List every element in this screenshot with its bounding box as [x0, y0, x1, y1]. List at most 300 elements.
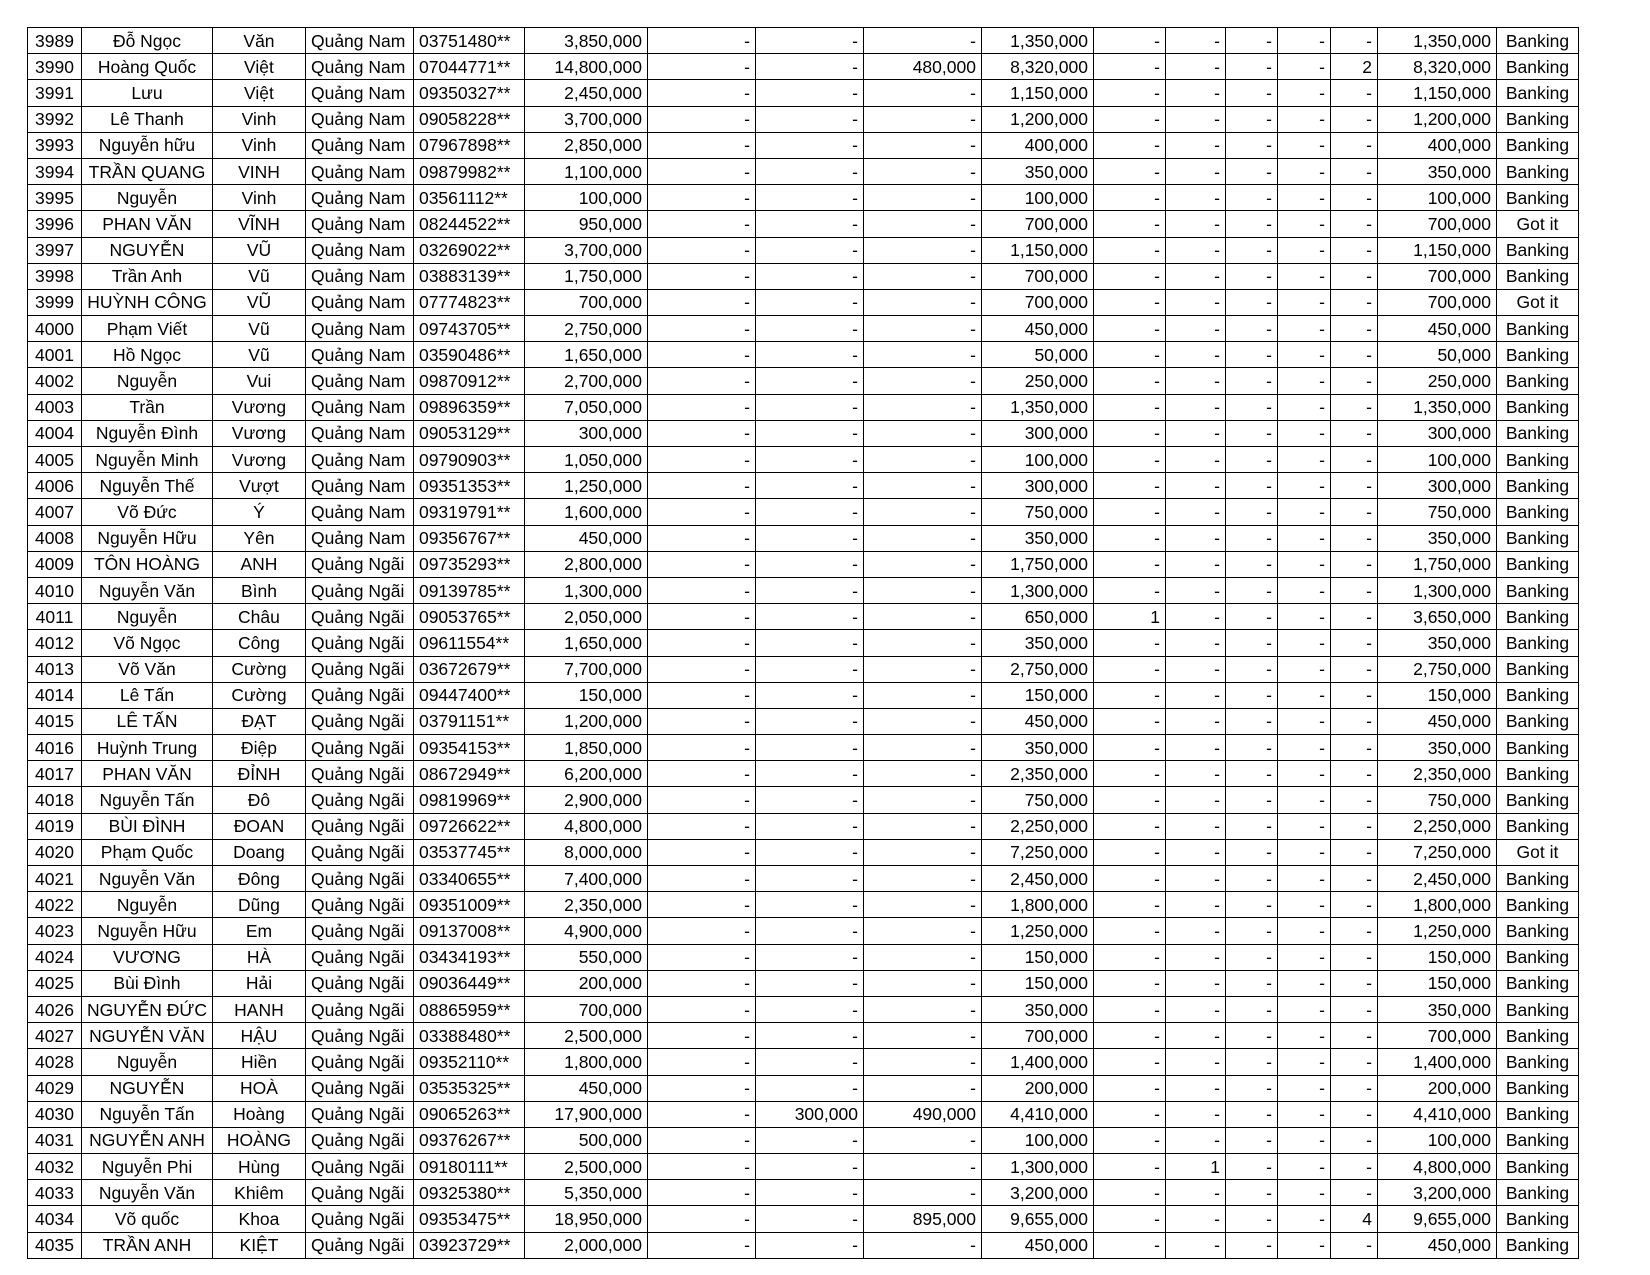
method-cell: Banking: [1496, 996, 1578, 1022]
table-row: [28, 106, 1579, 132]
amount-cell: 7,700,000: [524, 656, 647, 682]
col-c-cell: -: [863, 106, 981, 132]
col-b-cell: -: [755, 656, 863, 682]
stt-cell: 3997: [28, 237, 82, 263]
paid-cell: 100,000: [981, 1127, 1093, 1153]
flag-4-cell: -: [1277, 813, 1330, 839]
amount-cell: 1,300,000: [524, 577, 647, 603]
flag-5-cell: -: [1330, 211, 1377, 237]
col-b-cell: -: [755, 577, 863, 603]
amount-cell: 8,000,000: [524, 839, 647, 865]
flag-2-cell: -: [1165, 525, 1225, 551]
col-c-cell: -: [863, 28, 981, 54]
col-c-cell: -: [863, 708, 981, 734]
ten-cell: Vinh: [212, 185, 305, 211]
total-cell: 350,000: [1377, 158, 1496, 184]
ten-cell: Dũng: [212, 892, 305, 918]
ten-cell: Văn: [212, 28, 305, 54]
method-cell: Banking: [1496, 263, 1578, 289]
col-c-cell: -: [863, 944, 981, 970]
flag-2-cell: -: [1165, 132, 1225, 158]
col-b-cell: -: [755, 944, 863, 970]
stt-cell: 4035: [28, 1232, 82, 1258]
ten-cell: VŨ: [212, 289, 305, 315]
col-c-cell: -: [863, 1180, 981, 1206]
col-a-cell: -: [647, 185, 755, 211]
amount-cell: 500,000: [524, 1127, 647, 1153]
flag-5-cell: -: [1330, 1127, 1377, 1153]
flag-5-cell: -: [1330, 866, 1377, 892]
phone-cell: 09350327**: [413, 80, 524, 106]
ho-cell: Nguyễn hữu: [82, 132, 213, 158]
ten-cell: Doang: [212, 839, 305, 865]
method-cell: Banking: [1496, 761, 1578, 787]
phone-cell: 09447400**: [413, 682, 524, 708]
col-b-cell: -: [755, 970, 863, 996]
amount-cell: 950,000: [524, 211, 647, 237]
method-cell: Banking: [1496, 892, 1578, 918]
phone-cell: 09354153**: [413, 735, 524, 761]
flag-1-cell: -: [1093, 918, 1165, 944]
col-b-cell: -: [755, 1075, 863, 1101]
amount-cell: 2,050,000: [524, 604, 647, 630]
amount-cell: 700,000: [524, 996, 647, 1022]
flag-4-cell: -: [1277, 944, 1330, 970]
flag-5-cell: -: [1330, 525, 1377, 551]
paid-cell: 1,150,000: [981, 237, 1093, 263]
table-row: [28, 551, 1579, 577]
table-row: [28, 1049, 1579, 1075]
paid-cell: 650,000: [981, 604, 1093, 630]
flag-2-cell: -: [1165, 1075, 1225, 1101]
amount-cell: 1,650,000: [524, 342, 647, 368]
col-c-cell: -: [863, 839, 981, 865]
tinh-cell: Quảng Ngãi: [305, 630, 413, 656]
amount-cell: 1,800,000: [524, 1049, 647, 1075]
col-a-cell: -: [647, 1232, 755, 1258]
flag-4-cell: -: [1277, 473, 1330, 499]
flag-5-cell: -: [1330, 106, 1377, 132]
ten-cell: ĐOAN: [212, 813, 305, 839]
col-c-cell: -: [863, 1049, 981, 1075]
table-row: [28, 132, 1579, 158]
flag-2-cell: -: [1165, 28, 1225, 54]
col-c-cell: -: [863, 1023, 981, 1049]
ten-cell: ĐẠT: [212, 708, 305, 734]
tinh-cell: Quảng Nam: [305, 316, 413, 342]
flag-4-cell: -: [1277, 839, 1330, 865]
table-row: [28, 813, 1579, 839]
col-a-cell: -: [647, 682, 755, 708]
flag-4-cell: -: [1277, 1154, 1330, 1180]
flag-2-cell: -: [1165, 656, 1225, 682]
flag-3-cell: -: [1225, 996, 1277, 1022]
method-cell: Banking: [1496, 1023, 1578, 1049]
flag-5-cell: -: [1330, 237, 1377, 263]
table-row: [28, 918, 1579, 944]
total-cell: 700,000: [1377, 289, 1496, 315]
col-c-cell: -: [863, 447, 981, 473]
method-cell: Banking: [1496, 316, 1578, 342]
paid-cell: 150,000: [981, 682, 1093, 708]
table-row: [28, 577, 1579, 603]
amount-cell: 100,000: [524, 185, 647, 211]
stt-cell: 4019: [28, 813, 82, 839]
ho-cell: Nguyễn Hữu: [82, 525, 213, 551]
col-b-cell: -: [755, 447, 863, 473]
flag-3-cell: -: [1225, 132, 1277, 158]
flag-2-cell: -: [1165, 604, 1225, 630]
col-b-cell: -: [755, 630, 863, 656]
flag-2-cell: -: [1165, 708, 1225, 734]
method-cell: Banking: [1496, 158, 1578, 184]
phone-cell: 03923729**: [413, 1232, 524, 1258]
col-b-cell: -: [755, 682, 863, 708]
ten-cell: Hùng: [212, 1154, 305, 1180]
method-cell: Banking: [1496, 970, 1578, 996]
phone-cell: 03751480**: [413, 28, 524, 54]
col-c-cell: 490,000: [863, 1101, 981, 1127]
tinh-cell: Quảng Ngãi: [305, 551, 413, 577]
phone-cell: 03269022**: [413, 237, 524, 263]
amount-cell: 450,000: [524, 525, 647, 551]
amount-cell: 2,800,000: [524, 551, 647, 577]
flag-5-cell: -: [1330, 630, 1377, 656]
tinh-cell: Quảng Nam: [305, 132, 413, 158]
col-c-cell: -: [863, 1154, 981, 1180]
method-cell: Banking: [1496, 1075, 1578, 1101]
total-cell: 1,300,000: [1377, 577, 1496, 603]
tinh-cell: Quảng Ngãi: [305, 761, 413, 787]
flag-2-cell: -: [1165, 394, 1225, 420]
total-cell: 700,000: [1377, 211, 1496, 237]
flag-2-cell: -: [1165, 106, 1225, 132]
stt-cell: 4030: [28, 1101, 82, 1127]
paid-cell: 350,000: [981, 735, 1093, 761]
amount-cell: 3,700,000: [524, 106, 647, 132]
flag-4-cell: -: [1277, 1232, 1330, 1258]
phone-cell: 08865959**: [413, 996, 524, 1022]
col-a-cell: -: [647, 237, 755, 263]
col-b-cell: 300,000: [755, 1101, 863, 1127]
table-row: [28, 158, 1579, 184]
flag-1-cell: -: [1093, 316, 1165, 342]
flag-1-cell: -: [1093, 420, 1165, 446]
flag-1-cell: -: [1093, 656, 1165, 682]
col-a-cell: -: [647, 1127, 755, 1153]
total-cell: 4,800,000: [1377, 1154, 1496, 1180]
flag-1-cell: -: [1093, 185, 1165, 211]
flag-5-cell: -: [1330, 892, 1377, 918]
paid-cell: 450,000: [981, 316, 1093, 342]
flag-4-cell: -: [1277, 866, 1330, 892]
paid-cell: 1,300,000: [981, 577, 1093, 603]
flag-2-cell: -: [1165, 499, 1225, 525]
paid-cell: 2,450,000: [981, 866, 1093, 892]
flag-2-cell: -: [1165, 735, 1225, 761]
paid-cell: 2,250,000: [981, 813, 1093, 839]
ten-cell: Vương: [212, 447, 305, 473]
amount-cell: 150,000: [524, 682, 647, 708]
tinh-cell: Quảng Ngãi: [305, 708, 413, 734]
flag-1-cell: -: [1093, 211, 1165, 237]
phone-cell: 09353475**: [413, 1206, 524, 1232]
paid-cell: 9,655,000: [981, 1206, 1093, 1232]
table-row: [28, 1180, 1579, 1206]
flag-5-cell: -: [1330, 656, 1377, 682]
flag-3-cell: -: [1225, 1023, 1277, 1049]
paid-cell: 700,000: [981, 289, 1093, 315]
flag-3-cell: -: [1225, 577, 1277, 603]
ten-cell: Vượt: [212, 473, 305, 499]
total-cell: 450,000: [1377, 316, 1496, 342]
total-cell: 400,000: [1377, 132, 1496, 158]
flag-4-cell: -: [1277, 316, 1330, 342]
col-b-cell: -: [755, 918, 863, 944]
method-cell: Banking: [1496, 368, 1578, 394]
flag-2-cell: -: [1165, 1023, 1225, 1049]
table-row: [28, 1232, 1579, 1258]
total-cell: 100,000: [1377, 447, 1496, 473]
paid-cell: 250,000: [981, 368, 1093, 394]
amount-cell: 200,000: [524, 970, 647, 996]
flag-4-cell: -: [1277, 394, 1330, 420]
flag-3-cell: -: [1225, 813, 1277, 839]
method-cell: Banking: [1496, 80, 1578, 106]
method-cell: Banking: [1496, 918, 1578, 944]
paid-cell: 1,800,000: [981, 892, 1093, 918]
ten-cell: Em: [212, 918, 305, 944]
phone-cell: 09137008**: [413, 918, 524, 944]
ho-cell: Nguyễn Hữu: [82, 918, 213, 944]
total-cell: 1,250,000: [1377, 918, 1496, 944]
total-cell: 2,450,000: [1377, 866, 1496, 892]
tinh-cell: Quảng Nam: [305, 263, 413, 289]
flag-5-cell: -: [1330, 185, 1377, 211]
tinh-cell: Quảng Ngãi: [305, 1075, 413, 1101]
paid-cell: 1,150,000: [981, 80, 1093, 106]
total-cell: 150,000: [1377, 970, 1496, 996]
method-cell: Banking: [1496, 237, 1578, 263]
col-c-cell: -: [863, 787, 981, 813]
col-b-cell: -: [755, 1023, 863, 1049]
amount-cell: 3,700,000: [524, 237, 647, 263]
flag-5-cell: 2: [1330, 54, 1377, 80]
phone-cell: 07774823**: [413, 289, 524, 315]
tinh-cell: Quảng Nam: [305, 525, 413, 551]
flag-1-cell: -: [1093, 54, 1165, 80]
method-cell: Banking: [1496, 525, 1578, 551]
col-b-cell: -: [755, 525, 863, 551]
amount-cell: 4,800,000: [524, 813, 647, 839]
flag-1-cell: -: [1093, 1023, 1165, 1049]
col-a-cell: -: [647, 604, 755, 630]
total-cell: 9,655,000: [1377, 1206, 1496, 1232]
col-a-cell: -: [647, 342, 755, 368]
method-cell: Banking: [1496, 813, 1578, 839]
ho-cell: BÙI ĐÌNH: [82, 813, 213, 839]
stt-cell: 4020: [28, 839, 82, 865]
tinh-cell: Quảng Nam: [305, 54, 413, 80]
flag-2-cell: -: [1165, 289, 1225, 315]
flag-2-cell: -: [1165, 473, 1225, 499]
phone-cell: 09053765**: [413, 604, 524, 630]
table-row: [28, 499, 1579, 525]
col-c-cell: -: [863, 316, 981, 342]
tinh-cell: Quảng Ngãi: [305, 918, 413, 944]
stt-cell: 4029: [28, 1075, 82, 1101]
table-row: [28, 604, 1579, 630]
phone-cell: 03791151**: [413, 708, 524, 734]
table-row: [28, 211, 1579, 237]
ten-cell: Hoàng: [212, 1101, 305, 1127]
flag-3-cell: -: [1225, 106, 1277, 132]
ten-cell: Khiêm: [212, 1180, 305, 1206]
flag-1-cell: -: [1093, 342, 1165, 368]
col-b-cell: -: [755, 237, 863, 263]
stt-cell: 3999: [28, 289, 82, 315]
method-cell: Banking: [1496, 499, 1578, 525]
total-cell: 1,350,000: [1377, 394, 1496, 420]
method-cell: Got it: [1496, 211, 1578, 237]
flag-4-cell: -: [1277, 1075, 1330, 1101]
method-cell: Banking: [1496, 185, 1578, 211]
flag-2-cell: -: [1165, 996, 1225, 1022]
flag-1-cell: -: [1093, 970, 1165, 996]
col-a-cell: -: [647, 525, 755, 551]
total-cell: 1,350,000: [1377, 28, 1496, 54]
flag-5-cell: -: [1330, 996, 1377, 1022]
col-b-cell: -: [755, 1154, 863, 1180]
ten-cell: Hiền: [212, 1049, 305, 1075]
amount-cell: 550,000: [524, 944, 647, 970]
flag-4-cell: -: [1277, 970, 1330, 996]
stt-cell: 4003: [28, 394, 82, 420]
col-c-cell: -: [863, 420, 981, 446]
flag-3-cell: -: [1225, 1075, 1277, 1101]
table-row: [28, 1206, 1579, 1232]
paid-cell: 100,000: [981, 447, 1093, 473]
stt-cell: 4031: [28, 1127, 82, 1153]
flag-4-cell: -: [1277, 1101, 1330, 1127]
stt-cell: 3998: [28, 263, 82, 289]
flag-3-cell: -: [1225, 525, 1277, 551]
flag-4-cell: -: [1277, 892, 1330, 918]
col-c-cell: -: [863, 866, 981, 892]
flag-3-cell: -: [1225, 80, 1277, 106]
tinh-cell: Quảng Ngãi: [305, 1206, 413, 1232]
flag-1-cell: -: [1093, 682, 1165, 708]
stt-cell: 4007: [28, 499, 82, 525]
paid-cell: 1,350,000: [981, 394, 1093, 420]
total-cell: 350,000: [1377, 630, 1496, 656]
method-cell: Banking: [1496, 54, 1578, 80]
flag-5-cell: -: [1330, 761, 1377, 787]
amount-cell: 450,000: [524, 1075, 647, 1101]
flag-4-cell: -: [1277, 682, 1330, 708]
ten-cell: HẬU: [212, 1023, 305, 1049]
col-a-cell: -: [647, 1049, 755, 1075]
flag-2-cell: -: [1165, 80, 1225, 106]
paid-cell: 400,000: [981, 132, 1093, 158]
table-body: [28, 28, 1579, 1259]
flag-5-cell: -: [1330, 577, 1377, 603]
col-b-cell: -: [755, 289, 863, 315]
tinh-cell: Quảng Nam: [305, 447, 413, 473]
ho-cell: Nguyễn Phi: [82, 1154, 213, 1180]
total-cell: 1,150,000: [1377, 237, 1496, 263]
tinh-cell: Quảng Ngãi: [305, 604, 413, 630]
method-cell: Banking: [1496, 132, 1578, 158]
col-c-cell: -: [863, 473, 981, 499]
flag-1-cell: -: [1093, 1206, 1165, 1232]
flag-4-cell: -: [1277, 525, 1330, 551]
col-b-cell: -: [755, 132, 863, 158]
method-cell: Banking: [1496, 1232, 1578, 1258]
flag-4-cell: -: [1277, 447, 1330, 473]
flag-5-cell: -: [1330, 394, 1377, 420]
flag-4-cell: -: [1277, 656, 1330, 682]
payment-table: [27, 27, 1579, 1259]
total-cell: 8,320,000: [1377, 54, 1496, 80]
phone-cell: 09325380**: [413, 1180, 524, 1206]
total-cell: 200,000: [1377, 1075, 1496, 1101]
flag-1-cell: -: [1093, 525, 1165, 551]
method-cell: Banking: [1496, 447, 1578, 473]
flag-1-cell: -: [1093, 630, 1165, 656]
flag-3-cell: -: [1225, 420, 1277, 446]
col-c-cell: -: [863, 630, 981, 656]
col-c-cell: -: [863, 237, 981, 263]
ten-cell: Hải: [212, 970, 305, 996]
tinh-cell: Quảng Ngãi: [305, 656, 413, 682]
ten-cell: HOÀNG: [212, 1127, 305, 1153]
stt-cell: 4032: [28, 1154, 82, 1180]
flag-5-cell: -: [1330, 132, 1377, 158]
flag-4-cell: -: [1277, 211, 1330, 237]
flag-4-cell: -: [1277, 28, 1330, 54]
total-cell: 750,000: [1377, 499, 1496, 525]
phone-cell: 03535325**: [413, 1075, 524, 1101]
method-cell: Banking: [1496, 604, 1578, 630]
amount-cell: 14,800,000: [524, 54, 647, 80]
col-a-cell: -: [647, 551, 755, 577]
flag-3-cell: -: [1225, 473, 1277, 499]
table-row: [28, 944, 1579, 970]
col-b-cell: -: [755, 866, 863, 892]
flag-1-cell: -: [1093, 866, 1165, 892]
flag-2-cell: -: [1165, 342, 1225, 368]
table-row: [28, 316, 1579, 342]
col-b-cell: -: [755, 813, 863, 839]
phone-cell: 09735293**: [413, 551, 524, 577]
table-row: [28, 1127, 1579, 1153]
phone-cell: 09319791**: [413, 499, 524, 525]
flag-2-cell: -: [1165, 420, 1225, 446]
table-row: [28, 996, 1579, 1022]
table-row: [28, 185, 1579, 211]
flag-5-cell: 4: [1330, 1206, 1377, 1232]
phone-cell: 09036449**: [413, 970, 524, 996]
flag-3-cell: -: [1225, 866, 1277, 892]
ho-cell: Trần Anh: [82, 263, 213, 289]
flag-3-cell: -: [1225, 656, 1277, 682]
flag-5-cell: -: [1330, 708, 1377, 734]
total-cell: 250,000: [1377, 368, 1496, 394]
tinh-cell: Quảng Ngãi: [305, 787, 413, 813]
total-cell: 100,000: [1377, 185, 1496, 211]
ho-cell: Hoàng Quốc: [82, 54, 213, 80]
